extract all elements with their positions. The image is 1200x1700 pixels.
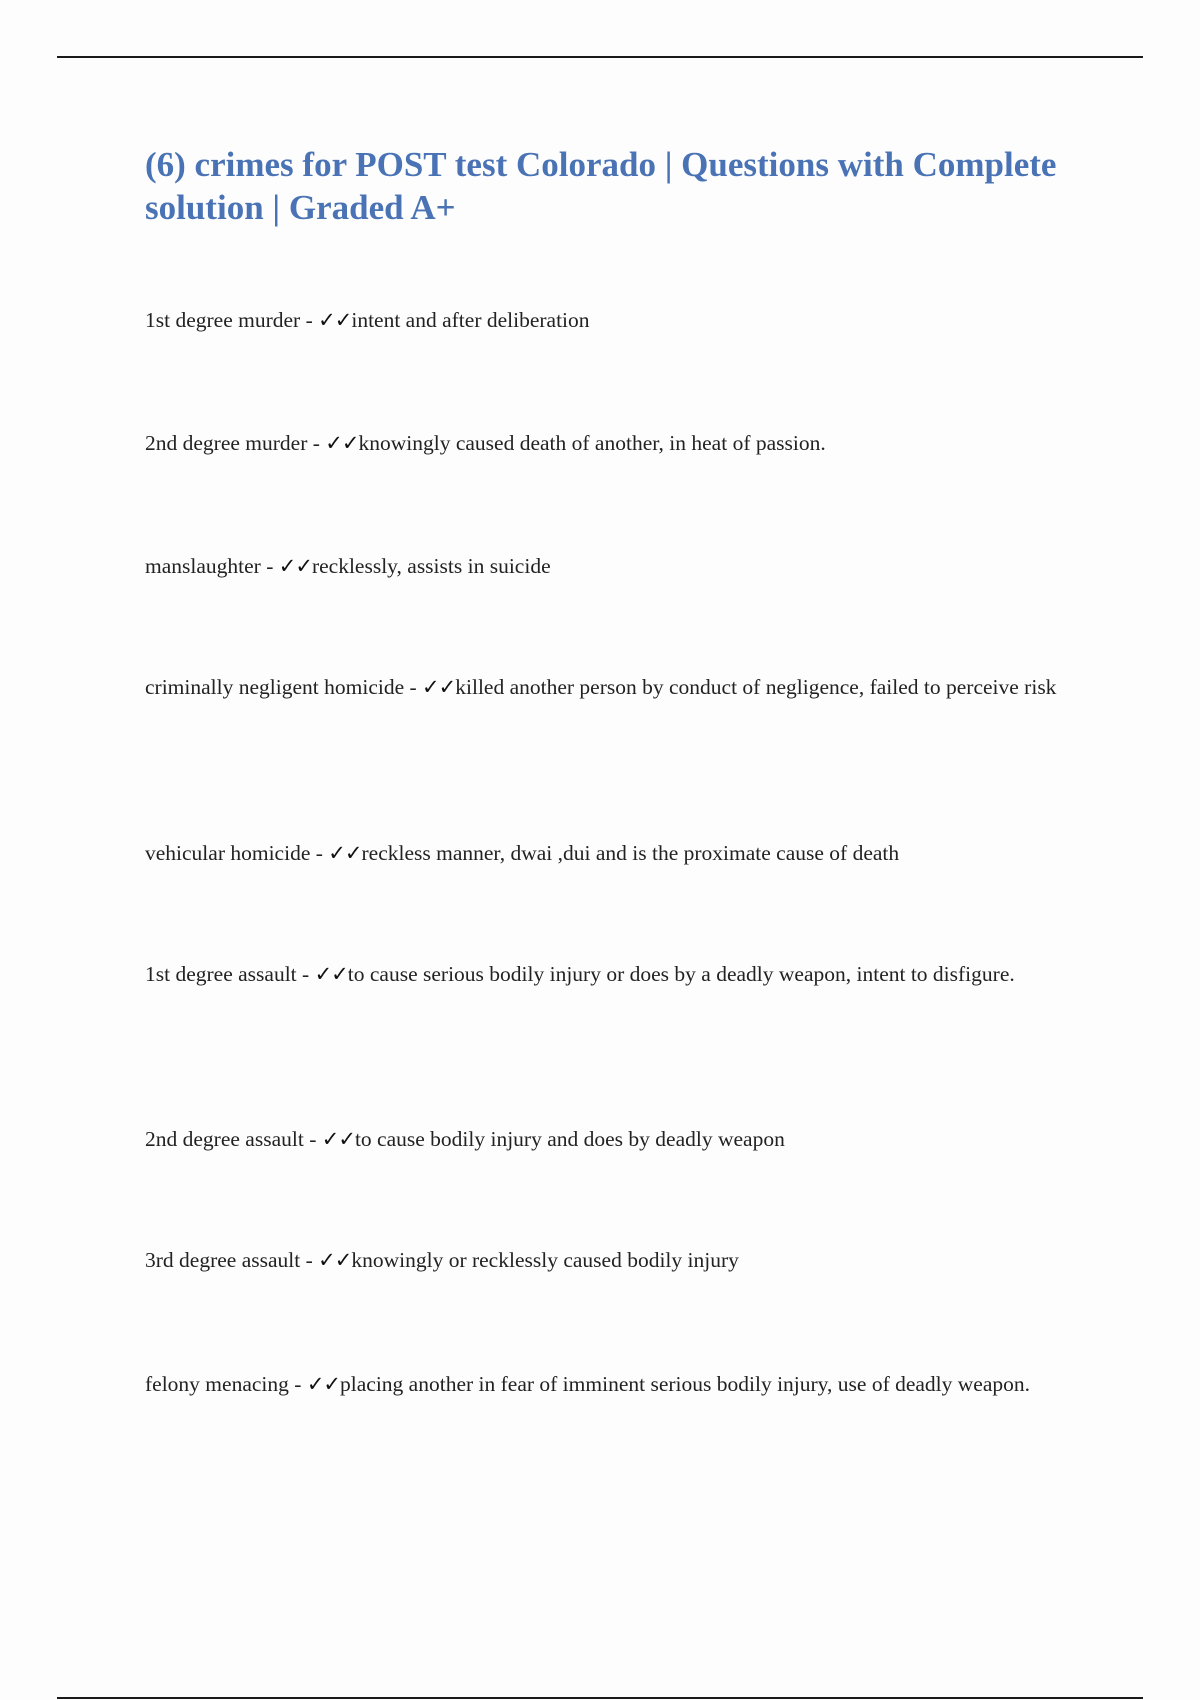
qa-term: 1st degree assault bbox=[145, 962, 297, 986]
double-check-icon: ✓✓ bbox=[314, 962, 348, 986]
qa-term: 3rd degree assault bbox=[145, 1248, 301, 1272]
qa-answer: killed another person by conduct of negligence, failed to perceive risk bbox=[455, 675, 1057, 699]
document-title: (6) crimes for POST test Colorado | Questions with Complete solution | Graded A+ bbox=[145, 145, 1057, 227]
qa-separator: - bbox=[300, 1248, 319, 1272]
qa-separator: - bbox=[307, 431, 326, 455]
qa-separator: - bbox=[303, 1127, 322, 1151]
double-check-icon: ✓✓ bbox=[422, 675, 456, 699]
double-check-icon: ✓✓ bbox=[325, 431, 359, 455]
qa-item bbox=[145, 1238, 1075, 1282]
qa-separator: - bbox=[296, 962, 315, 986]
qa-item bbox=[145, 831, 1075, 875]
qa-answer: knowingly or recklessly caused bodily injury bbox=[351, 1248, 739, 1272]
qa-item bbox=[145, 952, 1075, 996]
qa-item bbox=[145, 1362, 1075, 1406]
qa-answer: recklessly, assists in suicide bbox=[311, 554, 551, 578]
qa-separator: - bbox=[310, 841, 329, 865]
qa-separator: - bbox=[300, 308, 319, 332]
double-check-icon: ✓✓ bbox=[318, 1248, 352, 1272]
qa-separator: - bbox=[404, 675, 423, 699]
bottom-rule bbox=[57, 1697, 1143, 1699]
qa-term: manslaughter bbox=[145, 554, 261, 578]
qa-item bbox=[145, 1117, 1075, 1161]
double-check-icon: ✓✓ bbox=[306, 1372, 341, 1396]
qa-term: 1st degree murder bbox=[145, 308, 301, 332]
qa-term: 2nd degree assault bbox=[145, 1127, 304, 1151]
qa-item bbox=[145, 421, 1075, 465]
qa-term: felony menacing bbox=[145, 1372, 289, 1396]
double-check-icon: ✓✓ bbox=[278, 554, 312, 578]
qa-term: vehicular homicide bbox=[145, 841, 311, 865]
qa-term: criminally negligent homicide bbox=[145, 675, 405, 699]
qa-answer: reckless manner, dwai ,dui and is the proximate cause of death bbox=[361, 841, 900, 865]
double-check-icon: ✓✓ bbox=[321, 1127, 355, 1151]
top-rule bbox=[57, 56, 1143, 58]
qa-answer: to cause bodily injury and does by deadly weapon bbox=[354, 1127, 785, 1151]
qa-separator: - bbox=[260, 554, 279, 578]
qa-answer: placing another in fear of imminent serious bodily injury, use of deadly weapon. bbox=[340, 1372, 1031, 1396]
double-check-icon: ✓✓ bbox=[328, 841, 362, 865]
qa-term: 2nd degree murder bbox=[145, 431, 308, 455]
qa-answer: to cause serious bodily injury or does by a deadly weapon, intent to disfigure. bbox=[347, 962, 1015, 986]
qa-answer: knowingly caused death of another, in heat of passion. bbox=[358, 431, 826, 455]
qa-item bbox=[145, 298, 1075, 342]
double-check-icon: ✓✓ bbox=[318, 308, 352, 332]
qa-item bbox=[145, 544, 1075, 588]
qa-item bbox=[145, 665, 1075, 709]
qa-answer: intent and after deliberation bbox=[351, 308, 590, 332]
qa-separator: - bbox=[288, 1372, 307, 1396]
